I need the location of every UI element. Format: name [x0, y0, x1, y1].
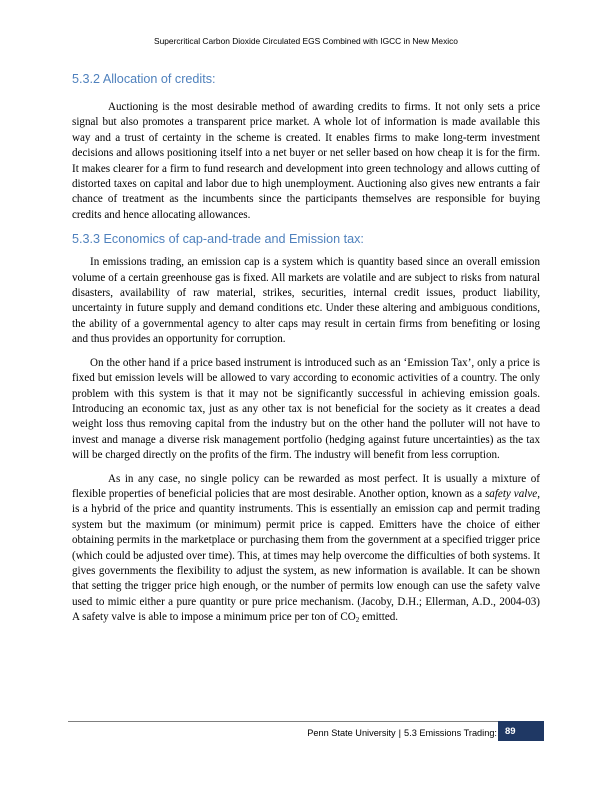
co2-subscript: 2: [355, 616, 360, 625]
footer-section-label: 5.3 Emissions Trading:: [404, 728, 497, 738]
paragraph-safety-valve: [72, 472, 540, 626]
paragraph-safety-valve-text-c: emitted.: [359, 611, 399, 624]
footer-text: [307, 728, 497, 738]
section-heading-allocation-of-credits: 5.3.2 Allocation of credits:: [72, 72, 216, 86]
page-number: 89: [505, 725, 516, 737]
section-heading-economics: 5.3.3 Economics of cap-and-trade and Emission tax:: [72, 232, 364, 247]
paragraph-safety-valve-text-a: As in any case, no single policy can be rewarded as most perfect. It is usually a mixture of flexible properties of beneficial policies that are most desirable. Another option, known as a: [72, 472, 540, 500]
paragraph-safety-valve-text-b: , is a hybrid of the price and quantity instruments. This is essentially an emission cap and permit trading system but the maximum (or minimum) permit price is capped. Emitters have the choice of either obtaining permits in the marketplace or purchasing them from the government at a specified trigger price (which could be adjusted over time). This, at times may help overcome the difficulties of both systems. It gives governments the flexibility to adjust the system, as new information is available. It can be shown that setting the trigger price high enough, or the number of permits low enough can use the safety valve used to mimic either a pure quantity or pure price mechanism. (Jacoby, D.H.; Ellerman, A.D., 2004-03) A safety valve is able to impose a minimum price per ton of CO: [72, 487, 540, 624]
page-number-box: [498, 721, 544, 741]
footer-divider: [68, 721, 544, 722]
footer-separator: |: [398, 728, 402, 738]
paragraph-emission-tax: On the other hand if a price based instrument is introduced such as an ‘Emission Tax’, only a price is fixed but emission levels will be allowed to vary according to economic activities of a country. The only problem with this system is that it may not be significantly successful in achieving emission goals. Introducing an economic tax, just as any other tax is not beneficial for the society as it creates a dead weight loss thus removing capital from the industry but on the other hand the polluter will not have to invest and manage a diverse risk management portfolio (hedging against future uncertainties) as the tax will be charged directly on the profits of the firm. The industry will benefit from less corruption.: [72, 356, 540, 462]
page-body: [72, 70, 540, 626]
running-header: Supercritical Carbon Dioxide Circulated EGS Combined with IGCC in New Mexico: [154, 36, 458, 46]
safety-valve-term: safety valve: [484, 487, 538, 500]
paragraph-auctioning: Auctioning is the most desirable method of awarding credits to firms. It not only sets a price signal but also promotes a transparent price market. A whole lot of information is made available this way and a trust of certainty in the scheme is created. It enables firms to make long-term investment decisions and allows positioning itself into a net buyer or net seller based on how cheap it is for the firm. It makes clearer for a firm to fund research and development into green technology and allows cutting of distorted taxes on capital and labor due to high unemployment. Auctioning also gives new entrants a fair chance of treatment as the incumbents since the participants themselves are responsible for buying credits and hence allocating allowances.: [72, 101, 540, 221]
footer-institution: Penn State University: [307, 728, 396, 738]
paragraph-emissions-trading: In emissions trading, an emission cap is a system which is quantity based since an overall emission volume of a certain greenhouse gas is fixed. All markets are volatile and are subject to risks from natural disasters, availability of raw material, strikes, securities, internal credit issues, product liability, uncertainty in future supply and demand conditions etc. Under these altering and ambiguous conditions, the ability of a governmental agency to alter caps may result in certain firms from benefiting or losing and thus provides an opportunity for corruption.: [72, 256, 540, 346]
